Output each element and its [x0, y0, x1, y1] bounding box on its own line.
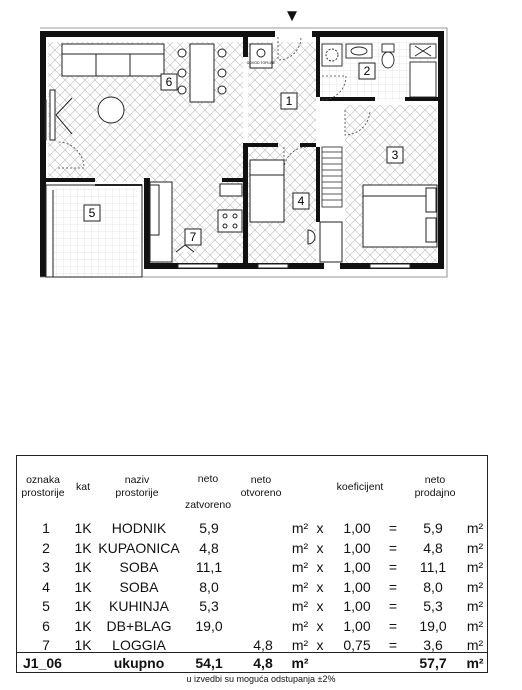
row-unit: m² — [291, 637, 309, 653]
row-kat: 1K — [74, 539, 92, 556]
row-unit: m² — [291, 520, 309, 536]
row-naziv: SOBA — [119, 559, 159, 575]
row-zatvoreno: 8,0 — [199, 578, 219, 595]
row-naziv: KUPAONICA — [98, 539, 180, 556]
row-unit-2: m² — [466, 559, 484, 575]
single-bed — [250, 160, 284, 222]
row-equals: = — [388, 578, 398, 595]
row-equals: = — [388, 520, 398, 536]
room-label-4: 4 — [297, 194, 305, 208]
row-koeficijent: 0,75 — [343, 637, 371, 653]
row-unit-2: m² — [466, 520, 484, 536]
header-neto-prodajno: neto prodajno — [414, 474, 456, 499]
row-equals: = — [388, 539, 398, 556]
row-id: 3 — [42, 559, 50, 575]
row-equals: = — [388, 598, 398, 614]
total-divider — [17, 652, 487, 653]
row-kat: 1K — [74, 520, 92, 536]
row-equals: = — [388, 637, 398, 653]
total-code: J1_06 — [23, 655, 62, 671]
floor-plan — [0, 0, 522, 300]
row-unit-2: m² — [466, 578, 484, 595]
row-unit: m² — [291, 578, 309, 595]
row-kat: 1K — [74, 559, 92, 575]
row-zatvoreno: 5,3 — [199, 598, 219, 614]
row-naziv: LOGGIA — [112, 637, 166, 653]
total-otvoreno: 4,8 — [253, 655, 273, 671]
row-prodajno: 11,1 — [419, 559, 447, 575]
header-koeficijent: koeficijent — [336, 481, 384, 493]
row-unit: m² — [291, 539, 309, 556]
room-label-7: 7 — [189, 230, 197, 244]
total-prodajno: 57,7 — [419, 655, 447, 671]
row-equals: = — [388, 617, 398, 634]
row-prodajno: 5,9 — [423, 520, 443, 536]
row-prodajno: 8,0 — [423, 578, 443, 595]
row-times: x — [316, 598, 324, 614]
room-label-2: 2 — [363, 64, 371, 78]
coffee-table — [98, 97, 124, 123]
row-times: x — [316, 578, 324, 595]
header-neto-zatvoreno: neto zatvoreno — [184, 473, 232, 511]
row-koeficijent: 1,00 — [343, 578, 371, 595]
row-id: 6 — [42, 617, 50, 634]
row-unit-2: m² — [466, 617, 484, 634]
row-naziv: DB+BLAG — [106, 617, 172, 634]
row-naziv: KUHINJA — [109, 598, 169, 614]
sofa — [62, 44, 164, 76]
row-zatvoreno: 19,0 — [195, 617, 223, 634]
total-zatvoreno: 54,1 — [195, 655, 223, 671]
row-naziv: SOBA — [119, 578, 159, 595]
row-times: x — [316, 520, 324, 536]
row-prodajno: 19,0 — [419, 617, 447, 634]
header-neto-otvoreno: neto otvoreno — [240, 474, 282, 499]
row-koeficijent: 1,00 — [343, 598, 371, 614]
row-unit: m² — [291, 559, 309, 575]
row-equals: = — [388, 559, 398, 575]
row-times: x — [316, 637, 324, 653]
room-label-1: 1 — [285, 94, 293, 108]
room-label-6: 6 — [165, 75, 173, 89]
row-otvoreno: 4,8 — [253, 637, 273, 653]
row-id: 4 — [42, 578, 50, 595]
row-unit-2: m² — [466, 539, 484, 556]
row-prodajno: 5,3 — [423, 598, 443, 614]
wardrobe-3 — [322, 147, 342, 207]
row-times: x — [316, 617, 324, 634]
row-id: 5 — [42, 598, 50, 614]
room-label-3: 3 — [391, 148, 399, 162]
row-times: x — [316, 559, 324, 575]
row-koeficijent: 1,00 — [343, 539, 371, 556]
row-zatvoreno: 4,8 — [199, 539, 219, 556]
entrance-marker: ▼ — [283, 6, 301, 25]
row-prodajno: 3,6 — [423, 637, 443, 653]
row-unit: m² — [291, 617, 309, 634]
header-kat: kat — [75, 481, 90, 493]
boiler-label: ODVOD TOPLINE — [246, 61, 276, 65]
row-zatvoreno: 5,9 — [199, 520, 219, 536]
row-times: x — [316, 539, 324, 556]
row-unit-2: m² — [466, 637, 484, 653]
loggia-floor — [53, 188, 138, 276]
row-unit: m² — [291, 598, 309, 614]
row-unit-2: m² — [466, 598, 484, 614]
tolerance-note: u izvedbi su moguća odstupanja ±2% — [186, 674, 336, 684]
row-prodajno: 4,8 — [423, 539, 443, 556]
row-koeficijent: 1,00 — [343, 559, 371, 575]
row-id: 7 — [42, 637, 50, 653]
total-unit-2: m² — [466, 655, 484, 671]
area-table — [16, 455, 488, 673]
row-kat: 1K — [74, 617, 92, 634]
total-label: ukupno — [113, 655, 165, 671]
row-kat: 1K — [74, 578, 92, 595]
row-kat: 1K — [74, 598, 92, 614]
row-kat: 1K — [74, 637, 92, 653]
header-naziv: naziv prostorije — [115, 474, 159, 499]
total-unit: m² — [291, 655, 309, 671]
row-id: 2 — [42, 539, 50, 556]
double-bed — [363, 185, 437, 247]
row-naziv: HODNIK — [111, 520, 167, 536]
row-koeficijent: 1,00 — [343, 617, 371, 634]
room-label-5: 5 — [88, 206, 96, 220]
header-oznaka: oznaka prostorije — [21, 474, 65, 499]
row-zatvoreno: 11,1 — [195, 559, 223, 575]
row-id: 1 — [42, 520, 50, 536]
row-koeficijent: 1,00 — [343, 520, 371, 536]
